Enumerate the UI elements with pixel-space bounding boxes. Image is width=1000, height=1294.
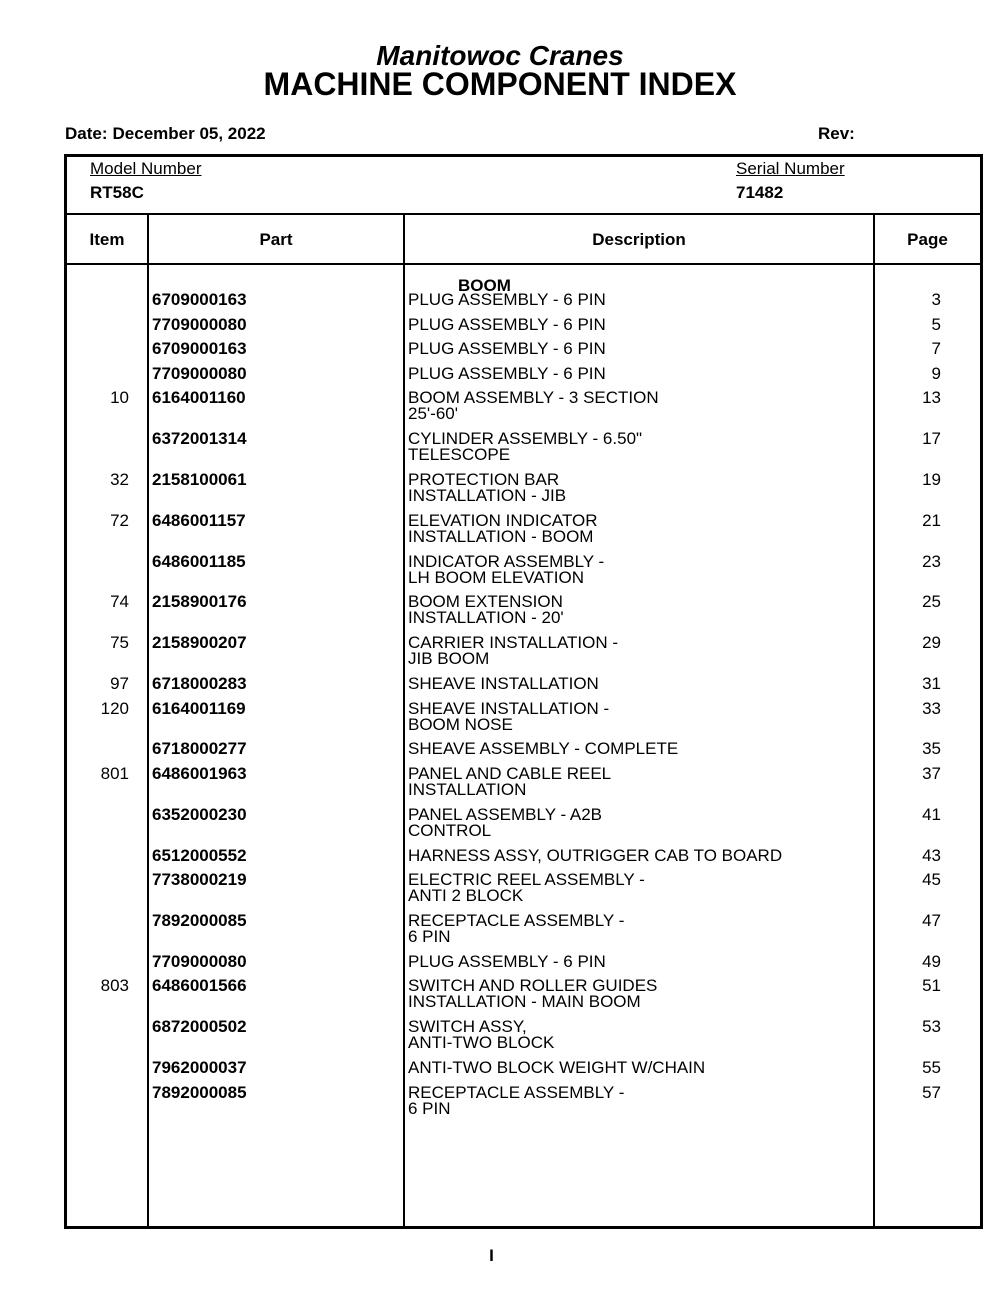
description	[408, 551, 605, 587]
table-row	[67, 1057, 980, 1085]
part-number: 6352000230	[152, 804, 247, 824]
part-number: 7892000085	[152, 1082, 247, 1102]
table-row	[67, 594, 980, 635]
table-row	[67, 551, 980, 595]
description-line: TELESCOPE	[408, 445, 511, 465]
item-number: 801	[100, 763, 129, 783]
part-number: 6486001963	[152, 763, 247, 783]
page-number: I	[489, 1246, 494, 1265]
table-row	[67, 763, 980, 807]
table-row	[67, 673, 980, 701]
table-row	[67, 872, 980, 913]
item-number: 97	[110, 673, 129, 693]
page-reference: 31	[922, 673, 941, 693]
item-number: 72	[110, 510, 129, 530]
description-line: PLUG ASSEMBLY - 6 PIN	[408, 363, 606, 383]
page-reference: 9	[931, 363, 941, 383]
part-number: 2158100061	[152, 469, 247, 489]
description-line: SWITCH ASSY,	[408, 1017, 527, 1037]
description-line: 6 PIN	[408, 1098, 451, 1118]
part-number: 6872000502	[152, 1017, 247, 1037]
table-row	[67, 635, 980, 676]
component-index-table	[64, 154, 983, 1229]
description	[408, 978, 657, 1010]
part-number: 7738000219	[152, 870, 247, 890]
page-reference: 29	[922, 633, 941, 653]
part-number: 2158900176	[152, 592, 247, 612]
table-row	[67, 951, 980, 979]
page-reference: 25	[922, 592, 941, 612]
description	[408, 698, 610, 734]
table-row	[67, 741, 980, 766]
description	[408, 872, 645, 904]
description-line: BOOM NOSE	[408, 714, 513, 734]
description	[408, 804, 603, 840]
part-number: 7962000037	[152, 1057, 247, 1077]
description	[408, 763, 612, 799]
description	[408, 1019, 554, 1051]
page-reference: 21	[922, 510, 941, 530]
description-line: PLUG ASSEMBLY - 6 PIN	[408, 339, 606, 359]
description-line: HARNESS ASSY, OUTRIGGER CAB TO BOARD	[408, 845, 783, 865]
description-line: CARRIER INSTALLATION -	[408, 633, 619, 653]
description-line: JIB BOOM	[408, 649, 490, 669]
part-number: 6486001185	[152, 551, 246, 571]
description-line: SWITCH AND ROLLER GUIDES	[408, 976, 658, 996]
item-number: 32	[110, 469, 129, 489]
description-line: INSTALLATION - JIB	[408, 485, 567, 505]
description	[408, 673, 599, 693]
table-row	[67, 978, 980, 1019]
part-number: 2158900207	[152, 633, 247, 653]
description-line: PANEL AND CABLE REEL	[408, 763, 612, 783]
part-number: 6372001314	[152, 429, 247, 449]
table-row	[67, 363, 980, 391]
page-reference: 57	[922, 1082, 941, 1102]
description-line: PLUG ASSEMBLY - 6 PIN	[408, 290, 606, 309]
table-row	[67, 510, 980, 554]
description-line: ELECTRIC REEL ASSEMBLY -	[408, 870, 645, 890]
description-line: INSTALLATION	[408, 779, 527, 799]
page-reference: 45	[922, 870, 941, 890]
section-heading: BOOM	[458, 276, 511, 295]
description-line: INSTALLATION - 20'	[408, 608, 564, 628]
page-reference: 43	[922, 845, 941, 865]
page-reference: 23	[922, 551, 941, 571]
description-line: INSTALLATION - MAIN BOOM	[408, 992, 641, 1012]
document-title: MACHINE COMPONENT INDEX	[263, 66, 737, 102]
item-number: 803	[100, 976, 129, 996]
part-number: 6709000163	[152, 290, 247, 309]
table-row	[67, 698, 980, 742]
table-row	[67, 431, 980, 472]
table-row	[67, 1019, 980, 1060]
description	[408, 510, 598, 546]
model-number-label: Model Number	[90, 159, 202, 178]
description-line: SHEAVE INSTALLATION	[408, 673, 599, 693]
table-row	[67, 910, 980, 954]
description-line: ANTI-TWO BLOCK WEIGHT W/CHAIN	[408, 1057, 706, 1077]
description-line: 6 PIN	[408, 926, 451, 946]
description-line: RECEPTACLE ASSEMBLY -	[408, 910, 625, 930]
part-number: 6486001157	[152, 510, 246, 530]
page-reference: 17	[922, 429, 941, 449]
serial-number-value: 71482	[736, 183, 784, 202]
page-reference: 53	[922, 1017, 941, 1037]
page-reference: 47	[922, 910, 941, 930]
description	[408, 314, 606, 334]
description	[408, 741, 678, 757]
description	[408, 910, 625, 946]
description-line: ANTI-TWO BLOCK	[408, 1033, 555, 1053]
column-header-item: Item	[89, 230, 125, 249]
table-body	[67, 292, 980, 1125]
description	[408, 390, 659, 422]
description	[408, 594, 564, 626]
column-header-page: Page	[907, 230, 948, 249]
description-line: SHEAVE INSTALLATION -	[408, 698, 610, 718]
page-reference: 49	[922, 951, 941, 971]
description-line: LH BOOM ELEVATION	[408, 567, 585, 587]
description-line: ELEVATION INDICATOR	[408, 510, 598, 530]
item-number: 74	[110, 592, 129, 612]
serial-number-label: Serial Number	[736, 159, 845, 178]
description	[408, 1057, 706, 1077]
page-reference: 51	[922, 976, 941, 996]
part-number: 7892000085	[152, 910, 247, 930]
item-number: 10	[110, 388, 129, 408]
description-line: CYLINDER ASSEMBLY - 6.50"	[408, 429, 643, 449]
part-number: 7709000080	[152, 314, 247, 334]
part-number: 7709000080	[152, 363, 247, 383]
company-name: Manitowoc Cranes	[376, 40, 624, 71]
part-number: 6164001160	[152, 388, 246, 408]
description	[408, 431, 642, 463]
part-number: 6486001566	[152, 976, 247, 996]
description-line: PROTECTION BAR	[408, 469, 560, 489]
column-header-description: Description	[592, 230, 686, 249]
date-label: Date:	[65, 124, 108, 143]
page-reference: 33	[922, 698, 941, 718]
page-reference: 41	[922, 804, 941, 824]
description	[408, 363, 606, 383]
description-line: INSTALLATION - BOOM	[408, 526, 594, 546]
part-number: 7709000080	[152, 951, 247, 971]
part-number: 6718000277	[152, 739, 247, 759]
description	[408, 845, 783, 865]
table-row	[67, 469, 980, 513]
description-line: 25'-60'	[408, 404, 458, 424]
table-row	[67, 845, 980, 873]
description-line: SHEAVE ASSEMBLY - COMPLETE	[408, 739, 679, 759]
description-line: RECEPTACLE ASSEMBLY -	[408, 1082, 625, 1102]
page-reference: 7	[931, 339, 941, 359]
description	[408, 292, 606, 308]
column-header-part: Part	[259, 230, 293, 249]
page-reference: 13	[922, 388, 941, 408]
page-reference: 3	[931, 290, 941, 309]
description	[408, 951, 606, 971]
description-line: ANTI 2 BLOCK	[408, 886, 524, 906]
part-number: 6718000283	[152, 673, 247, 693]
page-reference: 19	[922, 469, 941, 489]
table-row	[67, 804, 980, 848]
model-number-value: RT58C	[90, 183, 144, 202]
page-reference: 35	[922, 739, 941, 759]
item-number: 120	[100, 698, 129, 718]
page-reference: 5	[931, 314, 941, 334]
description-line: BOOM ASSEMBLY - 3 SECTION	[408, 388, 659, 408]
table-row	[67, 341, 980, 366]
item-number: 75	[110, 633, 129, 653]
table-row	[67, 390, 980, 431]
description	[408, 341, 606, 357]
description-line: PLUG ASSEMBLY - 6 PIN	[408, 314, 606, 334]
rev-label: Rev:	[818, 124, 855, 143]
table-row	[67, 314, 980, 342]
table-row	[67, 292, 980, 317]
description-line: INDICATOR ASSEMBLY -	[408, 551, 605, 571]
model-info-row	[67, 157, 980, 215]
description-line: PLUG ASSEMBLY - 6 PIN	[408, 951, 606, 971]
date-line	[65, 124, 266, 144]
part-number: 6164001169	[152, 698, 246, 718]
part-number: 6512000552	[152, 845, 247, 865]
description	[408, 635, 618, 667]
table-header-row	[67, 215, 980, 265]
table-row	[67, 1082, 980, 1126]
description	[408, 469, 567, 505]
date-value: December 05, 2022	[112, 124, 266, 143]
page-reference: 37	[922, 763, 941, 783]
description	[408, 1082, 625, 1118]
description-line: BOOM EXTENSION	[408, 592, 563, 612]
page-reference: 55	[922, 1057, 941, 1077]
description-line: PANEL ASSEMBLY - A2B	[408, 804, 603, 824]
description-line: CONTROL	[408, 820, 492, 840]
part-number: 6709000163	[152, 339, 247, 359]
